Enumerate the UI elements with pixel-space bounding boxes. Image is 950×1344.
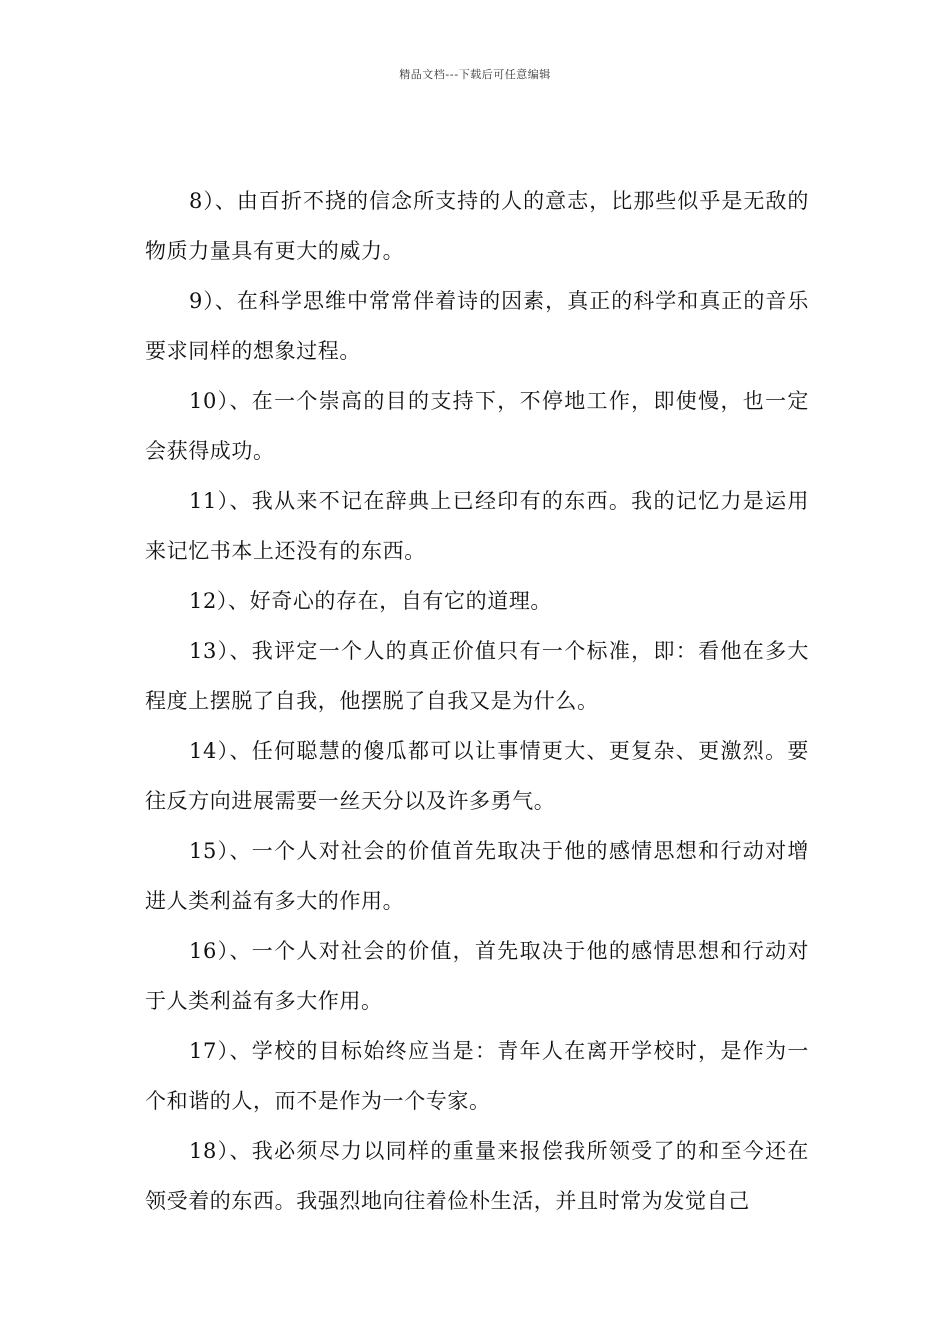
paragraph-15: 15）、一个人对社会的价值首先取决于他的感情思想和行动对增进人类利益有多大的作用。 <box>145 839 809 913</box>
paragraph-14: 14）、任何聪慧的傻瓜都可以让事情更大、更复杂、更激烈。要往反方向进展需要一丝天分以及许多勇气。 <box>145 739 809 813</box>
paragraph-13: 13）、我评定一个人的真正价值只有一个标准，即：看他在多大程度上摆脱了自我，他摆脱了自我又是为什么。 <box>145 639 809 713</box>
document-body <box>145 176 809 1226</box>
paragraph-12: 12）、好奇心的存在，自有它的道理。 <box>189 589 553 613</box>
paragraph-9: 9）、在科学思维中常常伴着诗的因素，真正的科学和真正的音乐要求同样的想象过程。 <box>145 289 809 363</box>
paragraph-16: 16）、一个人对社会的价值，首先取决于他的感情思想和行动对于人类利益有多大作用。 <box>145 939 809 1013</box>
paragraph-18: 18）、我必须尽力以同样的重量来报偿我所领受了的和至今还在领受着的东西。我强烈地向往着俭朴生活，并且时常为发觉自己 <box>145 1139 809 1213</box>
paragraph-17: 17）、学校的目标始终应当是：青年人在离开学校时，是作为一个和谐的人，而不是作为一个专家。 <box>145 1039 809 1113</box>
paragraph-8: 8）、由百折不挠的信念所支持的人的意志，比那些似乎是无敌的物质力量具有更大的威力。 <box>145 189 809 263</box>
paragraph-10: 10）、在一个崇高的目的支持下，不停地工作，即使慢，也一定会获得成功。 <box>145 389 809 463</box>
page-header: 精品文档---下载后可任意编辑 <box>399 68 551 81</box>
paragraph-11: 11）、我从来不记在辞典上已经印有的东西。我的记忆力是运用来记忆书本上还没有的东西。 <box>145 489 809 563</box>
